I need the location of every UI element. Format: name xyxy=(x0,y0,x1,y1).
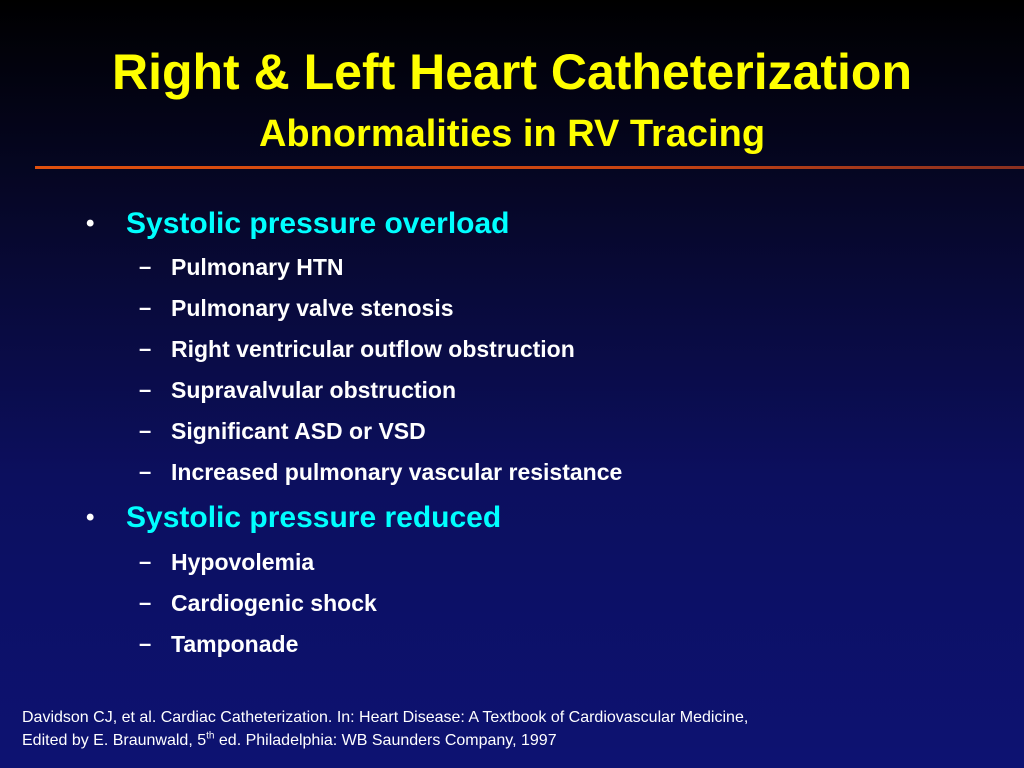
sub-item-label: Hypovolemia xyxy=(171,548,315,575)
citation-superscript: th xyxy=(206,730,215,742)
bullet-item xyxy=(86,500,501,536)
dash-icon: – xyxy=(139,254,152,279)
sub-item-label: Supravalvular obstruction xyxy=(171,376,457,403)
dash-icon: – xyxy=(139,459,152,484)
bullet-icon: • xyxy=(86,210,95,237)
slide-title: Right & Left Heart Catheterization xyxy=(111,44,913,100)
dash-icon: – xyxy=(139,418,152,443)
bullet-heading: Systolic pressure reduced xyxy=(126,501,502,534)
sub-item xyxy=(139,252,344,282)
sub-item xyxy=(139,293,454,323)
sub-item xyxy=(139,457,622,487)
slide-subtitle: Abnormalities in RV Tracing xyxy=(258,113,766,155)
sub-item xyxy=(139,629,298,659)
citation-line-1: Davidson CJ, et al. Cardiac Catheterization. In: Heart Disease: A Textbook of Cardiovascular Medicine, xyxy=(22,709,749,726)
dash-icon: – xyxy=(139,295,152,320)
citation-line-2-start: Edited by E. Braunwald, 5 xyxy=(22,732,207,749)
sub-item xyxy=(139,334,575,364)
sub-item-label: Increased pulmonary vascular resistance xyxy=(171,458,623,485)
dash-icon: – xyxy=(139,549,152,574)
sub-item-label: Pulmonary HTN xyxy=(171,253,344,280)
sub-item-label: Cardiogenic shock xyxy=(171,589,377,616)
bullet-icon: • xyxy=(86,504,95,531)
dash-icon: – xyxy=(139,377,152,402)
sub-item-label: Tamponade xyxy=(171,630,299,657)
dash-icon: – xyxy=(139,590,152,615)
sub-item xyxy=(139,588,377,618)
sub-item-label: Significant ASD or VSD xyxy=(171,417,426,444)
bullet-item xyxy=(86,206,510,242)
sub-item-label: Pulmonary valve stenosis xyxy=(171,294,454,321)
citation xyxy=(22,706,1012,752)
dash-icon: – xyxy=(139,336,152,361)
bullet-heading: Systolic pressure overload xyxy=(126,207,510,240)
citation-line-2-end: ed. Philadelphia: WB Saunders Company, 1997 xyxy=(214,732,557,749)
sub-item xyxy=(139,375,456,405)
sub-item-label: Right ventricular outflow obstruction xyxy=(171,335,575,362)
sub-item xyxy=(139,547,314,577)
dash-icon: – xyxy=(139,631,152,656)
sub-item xyxy=(139,416,426,446)
